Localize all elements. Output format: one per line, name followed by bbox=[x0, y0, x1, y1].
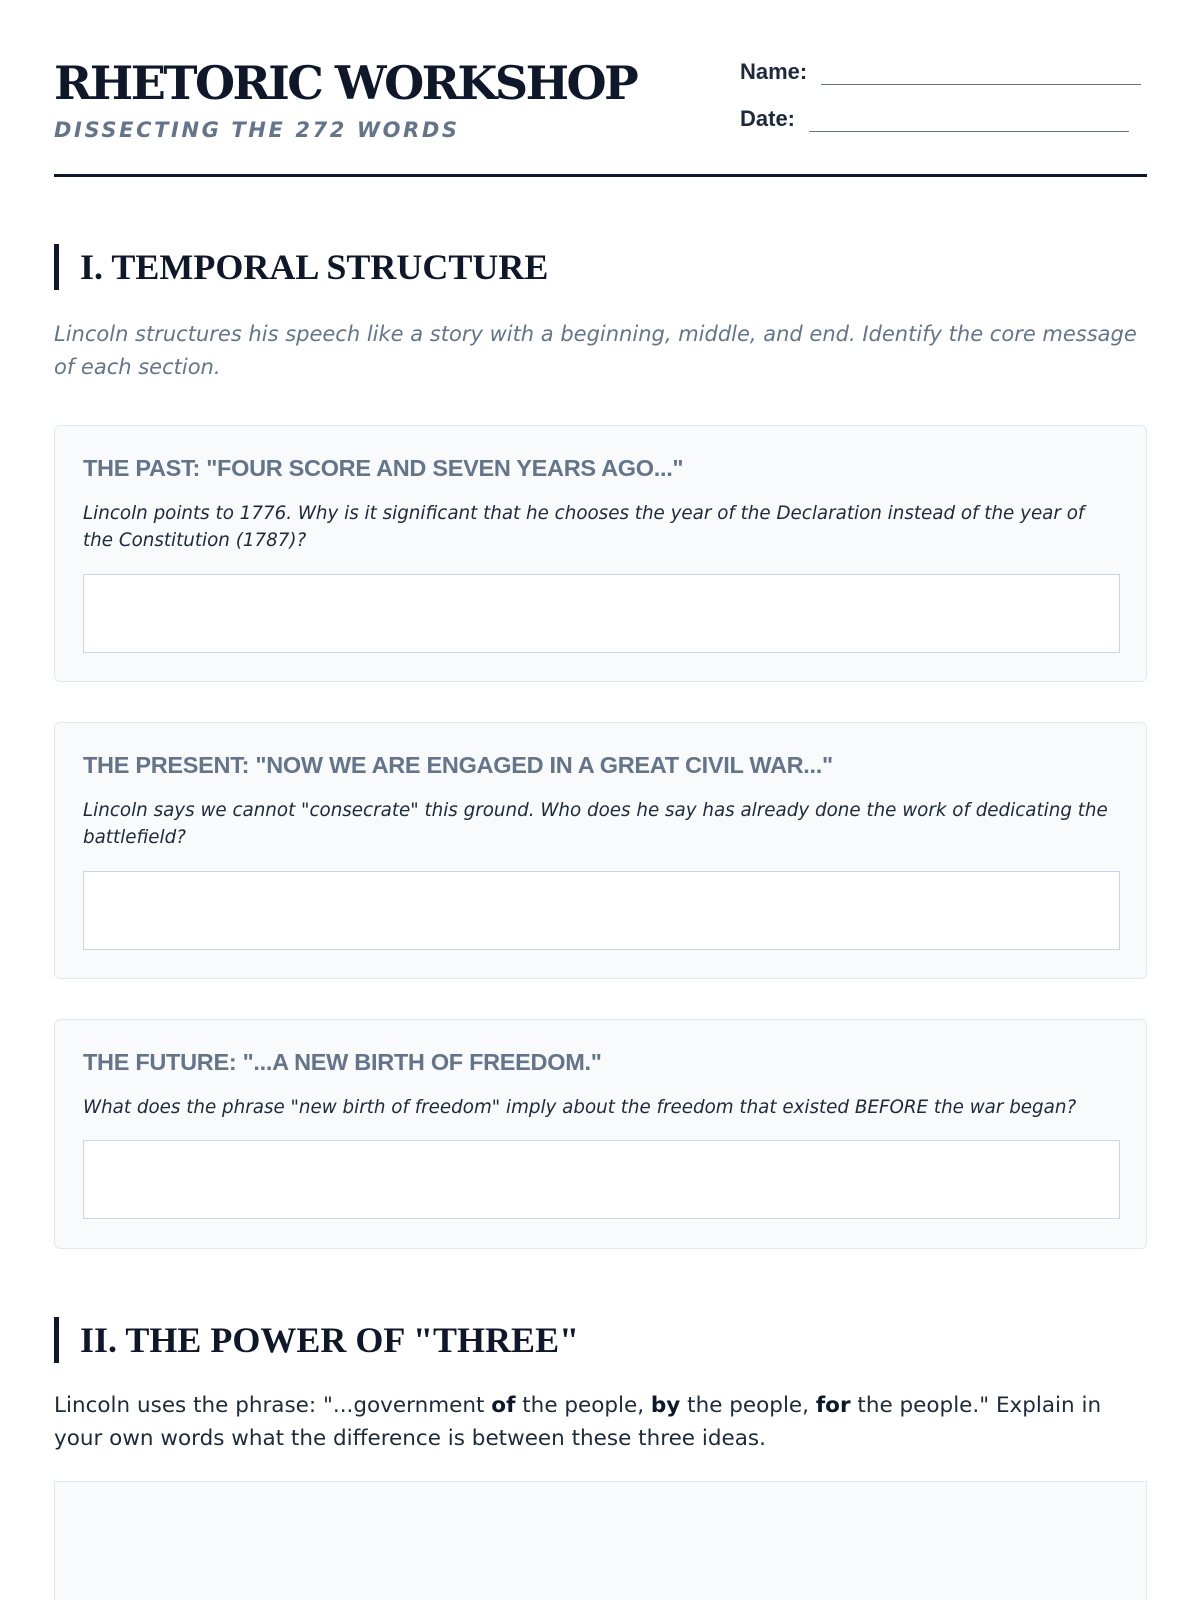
intro-text-part: Lincoln uses the phrase: "...government bbox=[54, 1393, 492, 1418]
name-field-group bbox=[740, 55, 1141, 85]
card-question-past: Lincoln points to 1776. Why is it significant that he chooses the year of the Declaration instead of the year of the Constitution (1787)? bbox=[83, 503, 1085, 551]
worksheet-title: RHETORIC WORKSHOP bbox=[54, 56, 637, 110]
card-question-future: What does the phrase "new birth of freedom" imply about the freedom that existed BEFORE the war began? bbox=[83, 1097, 1077, 1118]
answer-box-future[interactable] bbox=[83, 1140, 1120, 1219]
intro-text-part: the people, bbox=[680, 1393, 816, 1418]
answer-box-power-of-three[interactable] bbox=[54, 1481, 1147, 1600]
name-input-line[interactable] bbox=[821, 59, 1141, 85]
date-label: Date: bbox=[740, 106, 796, 131]
date-field-group bbox=[740, 102, 1129, 132]
question-card-future bbox=[54, 1019, 1147, 1249]
card-question-present: Lincoln says we cannot "consecrate" this ground. Who does he say has already done the work of dedicating the battlefield? bbox=[83, 800, 1108, 848]
name-label: Name: bbox=[740, 59, 808, 84]
intro-text-part: the people, bbox=[515, 1393, 651, 1418]
question-card-past bbox=[54, 425, 1147, 682]
date-input-line[interactable] bbox=[809, 106, 1129, 132]
section-heading-power-of-three: II. THE POWER OF "THREE" bbox=[54, 1317, 579, 1363]
answer-box-present[interactable] bbox=[83, 871, 1120, 950]
intro-bold-of: of bbox=[491, 1393, 516, 1418]
section-intro-temporal-structure: Lincoln structures his speech like a story with a beginning, middle, and end. Identify the core message of each section. bbox=[54, 322, 1137, 379]
answer-box-past[interactable] bbox=[83, 574, 1120, 653]
worksheet-subtitle: DISSECTING THE 272 WORDS bbox=[54, 118, 460, 142]
question-card-present bbox=[54, 722, 1147, 979]
card-title-present: THE PRESENT: "NOW WE ARE ENGAGED IN A GREAT CIVIL WAR..." bbox=[83, 752, 833, 778]
section-heading-temporal-structure: I. TEMPORAL STRUCTURE bbox=[54, 244, 548, 290]
section-intro-power-of-three bbox=[54, 1389, 1144, 1455]
card-title-past: THE PAST: "FOUR SCORE AND SEVEN YEARS AGO..." bbox=[83, 455, 684, 481]
card-title-future: THE FUTURE: "...A NEW BIRTH OF FREEDOM." bbox=[83, 1049, 602, 1075]
worksheet-header bbox=[54, 0, 1147, 177]
intro-bold-by: by bbox=[650, 1393, 681, 1418]
intro-text-part: the people." Explain in your own words what the difference is between these three ideas. bbox=[54, 1393, 1102, 1451]
intro-bold-for: for bbox=[815, 1393, 851, 1418]
